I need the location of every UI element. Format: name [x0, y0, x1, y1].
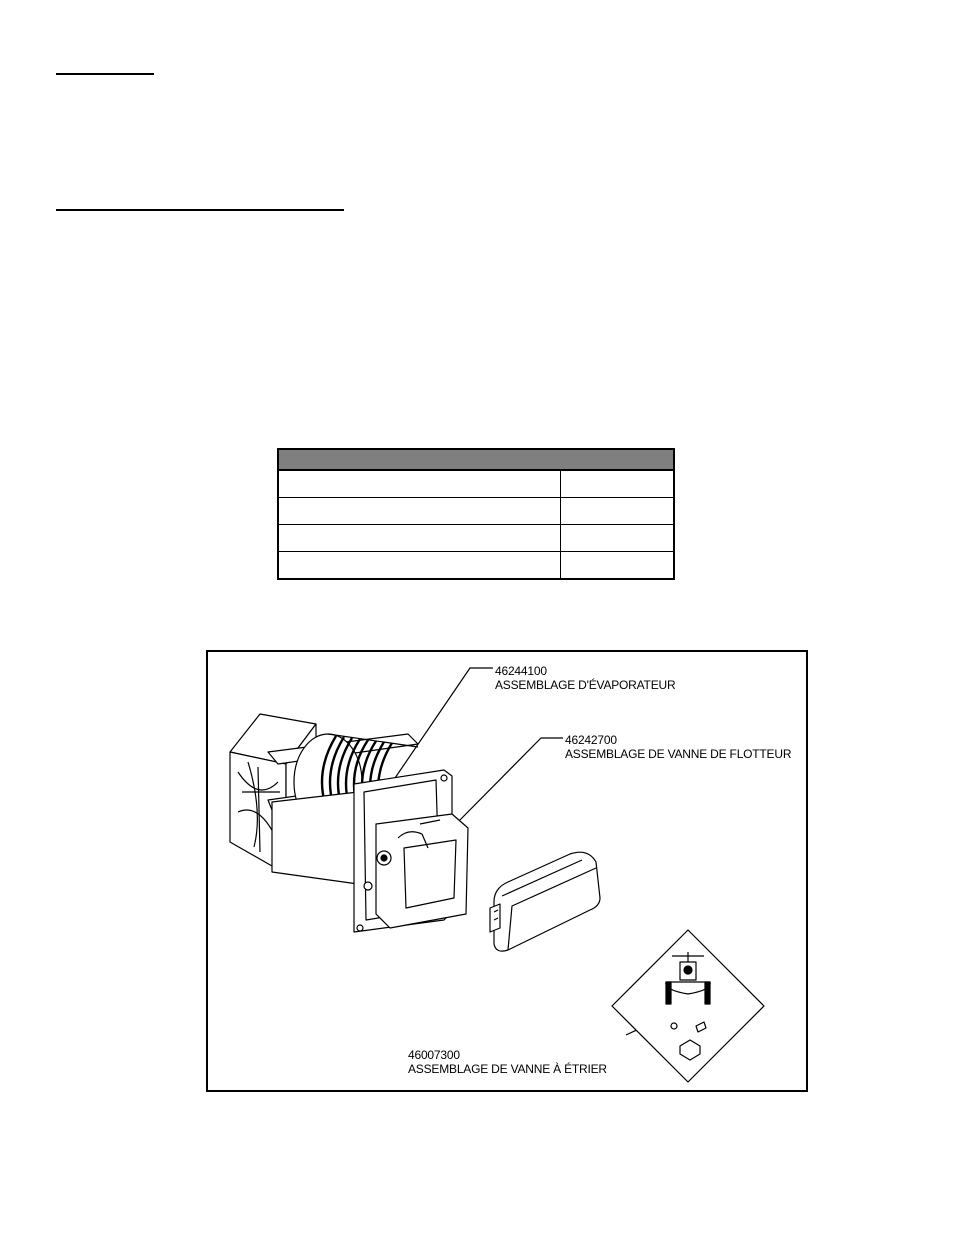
- heading-underline-2: [56, 209, 344, 211]
- table-row: [278, 525, 674, 552]
- callout-evaporator-assembly: [495, 664, 675, 692]
- float-valve-cover-drawing: [490, 852, 600, 951]
- table-row: [278, 498, 674, 525]
- part-label: ASSEMBLAGE DE VANNE À ÉTRIER: [408, 1062, 607, 1076]
- part-number: 46244100: [495, 664, 547, 678]
- evaporator-assembly-drawing: [230, 714, 468, 932]
- table-row: [278, 470, 674, 498]
- saddle-valve-inset-drawing: [612, 930, 764, 1082]
- table-header-row: [278, 449, 674, 470]
- parts-table: [277, 448, 675, 580]
- part-label: ASSEMBLAGE DE VANNE DE FLOTTEUR: [565, 747, 792, 761]
- parts-diagram-figure: [206, 650, 808, 1092]
- part-number: 46007300: [408, 1048, 460, 1062]
- table-row: [278, 552, 674, 580]
- table-header-cell: [278, 449, 674, 470]
- part-label: ASSEMBLAGE D'ÉVAPORATEUR: [495, 678, 676, 692]
- heading-underline-1: [56, 73, 154, 75]
- callout-float-valve-assembly: [565, 733, 791, 761]
- leader-line-float-valve: [453, 738, 563, 827]
- part-number: 46242700: [565, 733, 617, 747]
- parts-drawing: [208, 652, 806, 1090]
- callout-saddle-valve-assembly: [408, 1048, 607, 1076]
